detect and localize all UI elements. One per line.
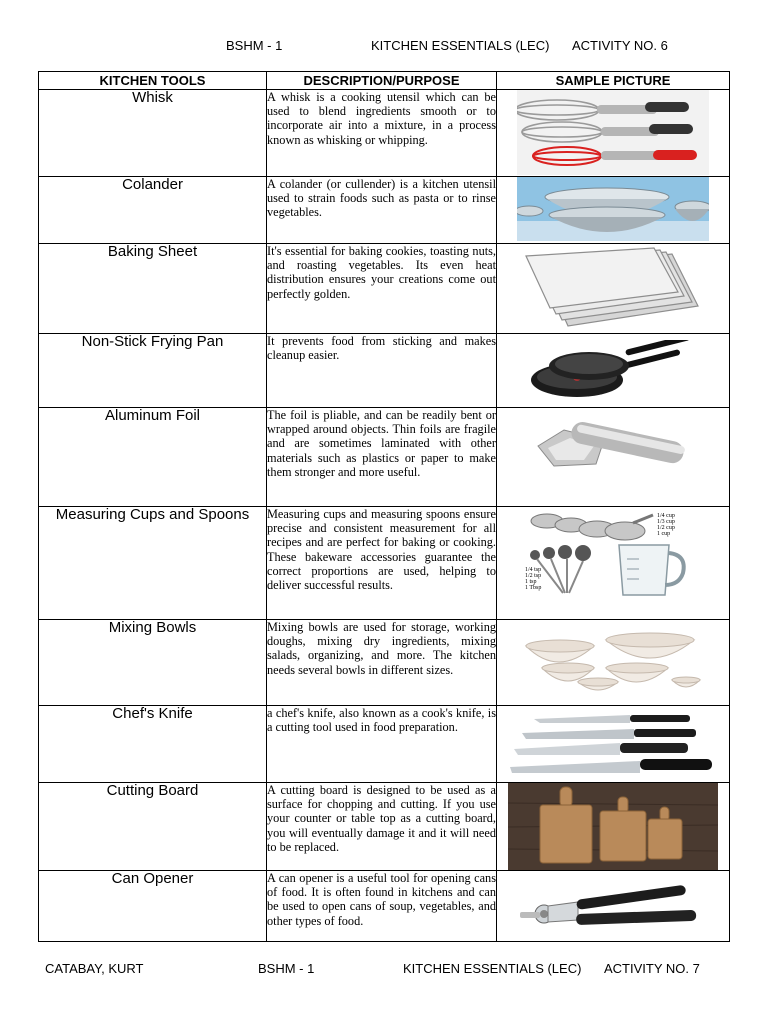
table-row — [39, 783, 730, 871]
tool-picture-cell — [497, 244, 730, 334]
tool-description: Mixing bowls are used for storage, working doughs, mixing dry ingredients, mixing salads, organizing, and more. The kitchen needs several bowls in different sizes. — [267, 620, 497, 706]
tool-name: Aluminum Foil — [39, 408, 267, 507]
kitchen-tools-table — [38, 71, 730, 942]
measuring-label: 1/2 tsp — [525, 573, 542, 579]
tool-description: It prevents food from sticking and makes cleanup easier. — [267, 334, 497, 408]
tool-picture-cell — [497, 507, 730, 620]
tool-picture-cell — [497, 90, 730, 177]
cutting-board-image — [508, 783, 718, 870]
table-row — [39, 244, 730, 334]
table-row — [39, 177, 730, 244]
tool-picture-cell — [497, 783, 730, 871]
tool-description: It's essential for baking cookies, toasting nuts, and roasting vegetables. Its even heat distribution ensures your creations come out perfectly golden. — [267, 244, 497, 334]
can-opener-image — [518, 876, 708, 936]
footer-activity: ACTIVITY NO. 7 — [604, 961, 700, 976]
measuring-label: 1/4 cup — [657, 513, 675, 519]
measuring-label: 1 tsp — [525, 579, 537, 585]
tool-name: Colander — [39, 177, 267, 244]
tool-picture-cell — [497, 871, 730, 942]
measuring-label: 1/4 tsp — [525, 567, 542, 573]
baking-sheet-image — [522, 246, 704, 332]
table-row — [39, 620, 730, 706]
column-header-description: DESCRIPTION/PURPOSE — [267, 72, 497, 90]
tool-picture-cell — [497, 177, 730, 244]
column-header-picture: SAMPLE PICTURE — [497, 72, 730, 90]
frying-pan-image — [527, 340, 699, 402]
aluminum-foil-image — [534, 412, 692, 470]
tool-description: The foil is pliable, and can be readily bent or wrapped around objects. Thin foils are fragile and are sometimes laminated with other materials such as plastics or paper to make them stronger and more useful. — [267, 408, 497, 507]
tool-description: a chef's knife, also known as a cook's knife, is a cutting tool used in food preparation. — [267, 706, 497, 783]
mixing-bowls-image — [522, 628, 704, 698]
footer-course: BSHM - 1 — [258, 961, 315, 976]
tool-description: Measuring cups and measuring spoons ensure precise and consistent measurement for all recipes and are perfect for baking or cooking. These bakeware accessories guarantee the correct proportions are used, helping to deliver successful results. — [267, 507, 497, 620]
tool-name: Measuring Cups and Spoons — [39, 507, 267, 620]
whisk-image — [517, 90, 709, 175]
tool-picture-cell — [497, 620, 730, 706]
tool-name: Whisk — [39, 90, 267, 177]
header-activity: ACTIVITY NO. 6 — [572, 38, 668, 53]
footer-name: CATABAY, KURT — [45, 961, 144, 976]
measuring-label: 1 Tbsp — [525, 585, 542, 591]
measuring-label: 1/3 cup — [657, 519, 675, 525]
tool-description: A cutting board is designed to be used as a surface for chopping and cutting. If you use your counter or table top as a cutting board, you will eventually damage it and it will need to be replaced. — [267, 783, 497, 871]
tool-name: Mixing Bowls — [39, 620, 267, 706]
measuring-label: 1/2 cup — [657, 525, 675, 531]
table-row — [39, 871, 730, 942]
table-header-row — [39, 72, 730, 90]
measuring-cups-image — [523, 509, 703, 601]
column-header-tools: KITCHEN TOOLS — [39, 72, 267, 90]
chefs-knife-image — [510, 709, 716, 779]
table-row — [39, 90, 730, 177]
measuring-label: 1 cup — [657, 531, 671, 537]
tool-name: Cutting Board — [39, 783, 267, 871]
table-row — [39, 706, 730, 783]
tool-name: Baking Sheet — [39, 244, 267, 334]
tool-picture-cell — [497, 334, 730, 408]
table-row — [39, 507, 730, 620]
tool-picture-cell — [497, 408, 730, 507]
tool-name: Chef's Knife — [39, 706, 267, 783]
tool-description: A can opener is a useful tool for opening cans of food. It is often found in kitchens and can be used to open cans of soup, vegetables, and other types of food. — [267, 871, 497, 942]
tool-name: Non-Stick Frying Pan — [39, 334, 267, 408]
colander-image — [517, 177, 709, 241]
tool-description: A colander (or cullender) is a kitchen utensil used to strain foods such as pasta or to rinse vegetables. — [267, 177, 497, 244]
tool-picture-cell — [497, 706, 730, 783]
table-row — [39, 334, 730, 408]
header-subject: KITCHEN ESSENTIALS (LEC) — [371, 38, 550, 53]
footer-subject: KITCHEN ESSENTIALS (LEC) — [403, 961, 582, 976]
tool-name: Can Opener — [39, 871, 267, 942]
header-course: BSHM - 1 — [226, 38, 283, 53]
table-row — [39, 408, 730, 507]
tool-description: A whisk is a cooking utensil which can be used to blend ingredients smooth or to incorporate air into a mixture, in a process known as whisking or whipping. — [267, 90, 497, 177]
